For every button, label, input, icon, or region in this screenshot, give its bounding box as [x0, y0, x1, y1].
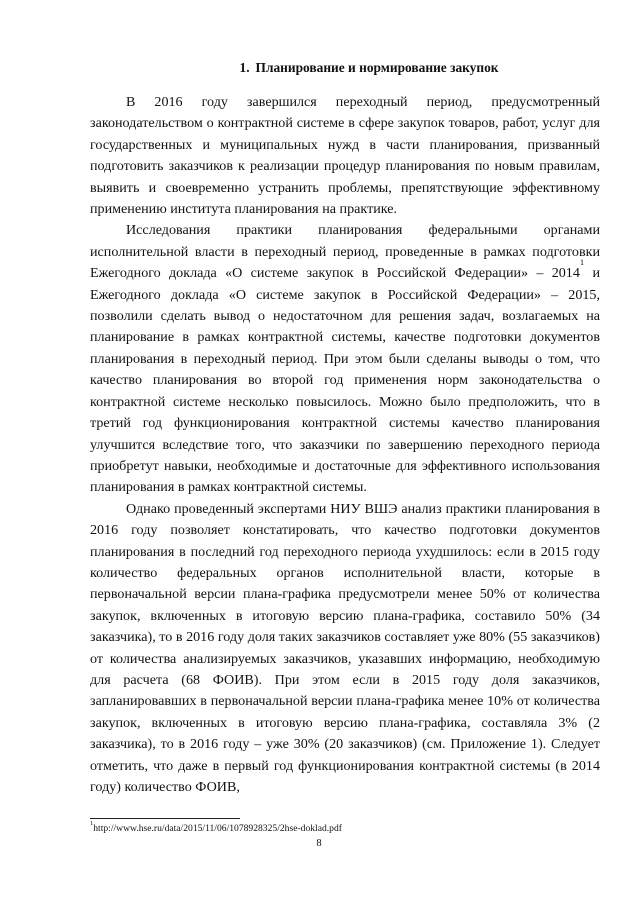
paragraph-2	[90, 220, 600, 498]
paragraph-2-text-a: Исследования практики планирования федеральными органами исполнительной власти в переходный период, проведенные в рамках подготовки Ежегодного доклада «О системе закупок в Российской Федерации» – 2014	[90, 222, 600, 282]
paragraph-1: В 2016 году завершился переходный период, предусмотренный законодательством о контрактной системе в сфере закупок товаров, работ, услуг для государственных и муниципальных нужд в части планирования, призванный подготовить заказчиков к реализации процедур планирования по новым правилам, выявить и своевременно устранить проблемы, препятствующие эффективному применению института планирования на практике.	[90, 94, 600, 218]
footnote-url: http://www.hse.ru/data/2015/11/06/1078928325/2hse-doklad.pdf	[93, 823, 342, 834]
footnote-reference: 1	[579, 257, 585, 268]
footnote-divider	[90, 818, 240, 819]
body-text	[90, 92, 600, 798]
paragraph-2-text-b: и Ежегодного доклада «О системе закупок в Российской Федерации» – 2015, позволили сделать вывод о недостаточном для решения задач, возлагаемых на планирование в рамках контрактной системы, качестве подготовки документов планирования в переходный период. При этом были сделаны выводы о том, что качество планирования во второй год применения норм законодательства о контрактной системе несколько повысилось. Можно было предположить, что в третий год функционирования контрактной системы качество планирования улучшится вследствие того, что заказчики по завершению переходного периода приобретут навыки, необходимые и достаточные для эффективного использования планирования в рамках контрактной системы.	[90, 265, 600, 496]
footnote	[90, 820, 342, 835]
section-title: Планирование и нормирование закупок	[255, 60, 499, 75]
section-number: 1.	[239, 60, 250, 75]
footnote-marker: 1	[90, 820, 94, 827]
section-heading	[0, 60, 638, 76]
page-number: 8	[316, 838, 322, 849]
paragraph-3: Однако проведенный экспертами НИУ ВШЭ анализ практики планирования в 2016 году позволяет констатировать, что качество подготовки документов планирования в последний год переходного периода ухудшилось: если в 2015 году количество федеральных органов исполнительной власти, которые в первоначальной версии плана-графика предусмотрели менее 50% от количества закупок, включенных в итоговую версию плана-графика, составило 50% (34 заказчика), то в 2016 году доля таких заказчиков составляет уже 80% (55 заказчиков) от количества анализируемых заказчиков, указавших информацию, необходимую для расчета (68 ФОИВ). При этом если в 2015 году доля заказчиков, запланировавших в первоначальной версии плана-графика менее 10% от количества закупок, включенных в итоговую версию плана-графика, составляла 3% (2 заказчика), то в 2016 году – уже 30% (20 заказчиков) (см. Приложение 1). Следует отметить, что даже в первый год функционирования контрактной системы (в 2014 году) количество ФОИВ,	[90, 500, 600, 795]
